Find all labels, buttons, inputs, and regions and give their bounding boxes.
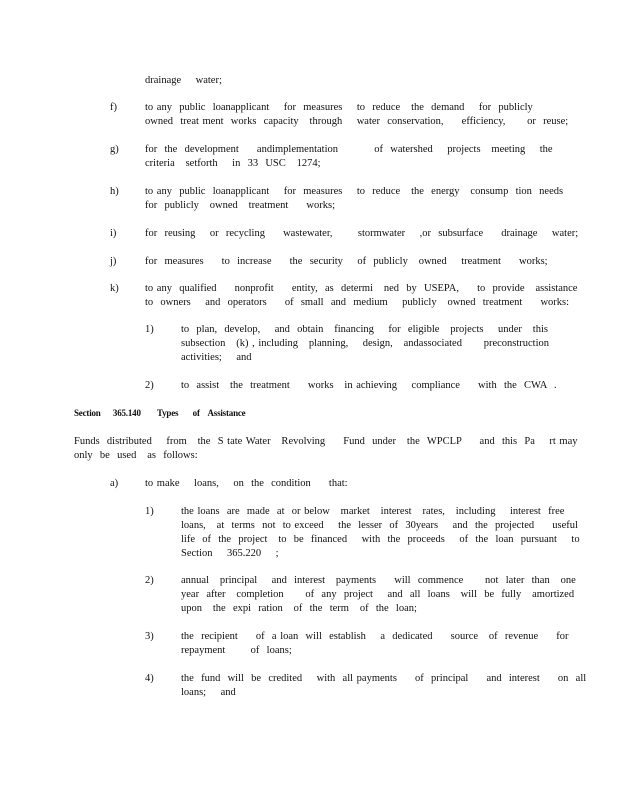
subitem-a4-line-2: loans; and (181, 687, 236, 698)
item-k-marker: k) (110, 283, 119, 294)
subitem-a4-marker: 4) (145, 673, 154, 684)
subitem-k1-marker: 1) (145, 324, 154, 335)
subitem-a1-line-2: loans, at terms not to exceed the lesser of 30years and the projected useful (181, 520, 578, 531)
subitem-a1-line-1: the loans are made at or below market interest rates, including interest free (181, 506, 565, 517)
item-a-marker: a) (110, 478, 119, 489)
item-j-line-1: for measures to increase the security of publicly owned treatment works; (145, 256, 548, 267)
subitem-a1-line-4: Section 365.220 ; (181, 548, 279, 559)
intro-line-1: Funds distributed from the S tate Water Revolving Fund under the WPCLP and this Pa rt may (74, 436, 578, 447)
item-f-line-2: owned treat ment works capacity through water conservation, efficiency, or reuse; (145, 116, 569, 127)
item-h-line-1: to any public loanapplicant for measures to reduce the energy consump tion needs (145, 186, 564, 197)
item-k-line-1: to any qualified nonprofit entity, as determi ned by USEPA, to provide assistance (145, 283, 578, 294)
intro-line-2: only be used as follows: (74, 450, 198, 461)
subitem-a2-line-3: upon the expi ration of the term of the loan; (181, 603, 417, 614)
subitem-k2-line-1: to assist the treatment works in achieving compliance with the CWA . (181, 380, 557, 391)
subitem-a3-line-2: repayment of loans; (181, 645, 292, 656)
subitem-a4-line-1: the fund will be credited with all payments of principal and interest on all (181, 673, 587, 684)
item-f-line-1: to any public loanapplicant for measures to reduce the demand for publicly (145, 102, 533, 113)
subitem-k1-line-2: subsection (k) , including planning, design, andassociated preconstruction (181, 338, 550, 349)
subitem-a2-line-2: year after completion of any project and all loans will be fully amortized (181, 589, 575, 600)
subitem-k2-marker: 2) (145, 380, 154, 391)
item-a-line: to make loans, on the condition that: (145, 478, 348, 489)
subitem-k1-line-1: to plan, develop, and obtain financing for eligible projects under this (181, 324, 548, 335)
item-k-line-2: to owners and operators of small and medium publicly owned treatment works: (145, 297, 570, 308)
item-g-line-2: criteria setforth in 33 USC 1274; (145, 158, 321, 169)
subitem-a1-line-3: life of the project to be financed with the proceeds of the loan pursuant to (181, 534, 580, 545)
section-heading: Section 365.140 Types of Assistance (74, 408, 246, 418)
subitem-a2-line-1: annual principal and interest payments will commence not later than one (181, 575, 576, 586)
item-g-marker: g) (110, 144, 119, 155)
item-g-line-1: for the development andimplementation of watershed projects meeting the (145, 144, 553, 155)
item-h-line-2: for publicly owned treatment works; (145, 200, 336, 211)
subitem-a1-marker: 1) (145, 506, 154, 517)
item-i-line-1: for reusing or recycling wastewater, stormwater ,or subsurface drainage water; (145, 228, 579, 239)
subitem-a3-line-1: the recipient of a loan will establish a dedicated source of revenue for (181, 631, 569, 642)
item-h-marker: h) (110, 186, 119, 197)
item-f-marker: f) (110, 102, 117, 113)
subitem-k1-line-3: activities; and (181, 352, 252, 363)
continuation-line: drainage water; (145, 75, 222, 86)
subitem-a2-marker: 2) (145, 575, 154, 586)
subitem-a3-marker: 3) (145, 631, 154, 642)
item-i-marker: i) (110, 228, 117, 239)
item-j-marker: j) (110, 256, 117, 267)
